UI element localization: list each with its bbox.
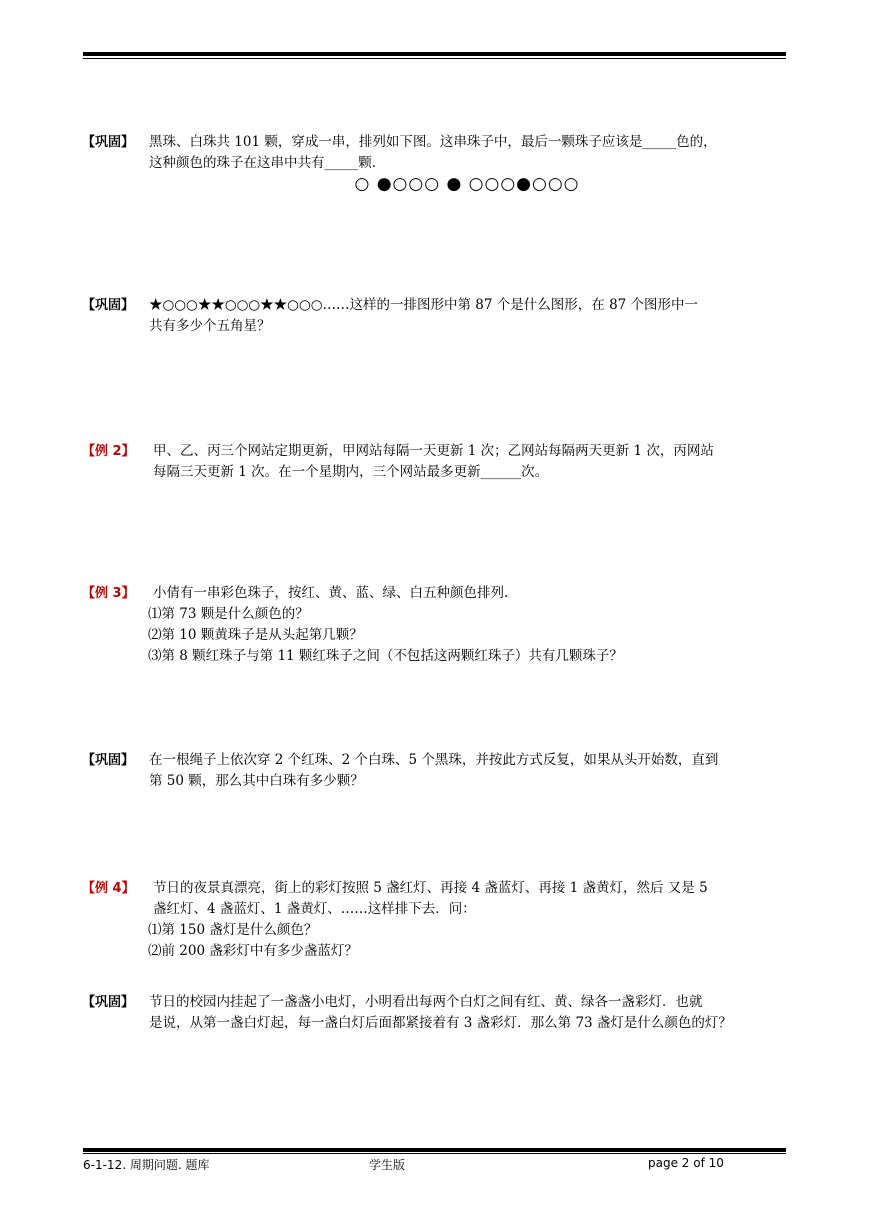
problem-text: 节日的夜景真漂亮，街上的彩灯按照 5 盏红灯、再接 4 盏蓝灯、再接 1 盏黄灯，然后 又是 5 [153, 880, 708, 896]
sub-question: ⑵第 10 颗黄珠子是从头起第几颗？ [148, 627, 363, 643]
footer-rule [83, 1148, 786, 1152]
example-tag: 【例 4】 [82, 881, 135, 896]
example-tag: 【例 2】 [82, 444, 135, 459]
problem-text: ★○○○★★○○○★★○○○……这样的一排图形中第 87 个是什么图形，在 87 个图形中一 [149, 297, 699, 313]
sub-question: ⑶第 8 颗红珠子与第 11 颗红珠子之间（不包括这两颗红珠子）共有几颗珠子？ [148, 648, 623, 664]
sub-question: ⑴第 73 颗是什么颜色的？ [148, 606, 309, 622]
problem-text: 每隔三天更新 1 次。在一个星期内，三个网站最多更新______次。 [153, 464, 549, 480]
problem-text: 在一根绳子上依次穿 2 个红珠、2 个白珠、5 个黑珠，并按此方式反复，如果从头开始数，直到 [149, 752, 719, 768]
problem-text: 这种颜色的珠子在这串中共有_____颗. [149, 155, 377, 171]
example-2 [82, 441, 792, 483]
problem-text: 黑珠、白珠共 101 颗，穿成一串，排列如下图。这串珠子中，最后一颗珠子应该是_____色的， [149, 134, 717, 150]
problem-tag: 【巩固】 [82, 298, 135, 313]
problem-2 [82, 295, 792, 337]
header-rule-thin [83, 58, 786, 59]
problem-text: 节日的校园内挂起了一盏盏小电灯，小明看出每两个白灯之间有红、黄、绿各一盏彩灯．也就 [149, 994, 703, 1010]
problem-text: 甲、乙、丙三个网站定期更新，甲网站每隔一天更新 1 次；乙网站每隔两天更新 1 次，丙网站 [153, 443, 714, 459]
bead-sequence: ○ ●○○○ ● ○○○●○○○ [354, 174, 580, 194]
problem-5 [82, 750, 792, 792]
problem-1 [82, 132, 792, 194]
example-3 [82, 583, 792, 667]
example-tag: 【例 3】 [82, 586, 135, 601]
footer-doc-id: 6-1-12. 周期问题. 题库 [83, 1158, 210, 1172]
footer-rule-thin [83, 1153, 786, 1154]
header-rule [83, 52, 786, 56]
problem-text: 小倩有一串彩色珠子，按红、黄、蓝、绿、白五种颜色排列. [153, 585, 509, 601]
example-4 [82, 878, 792, 962]
footer-edition: 学生版 [369, 1158, 406, 1172]
sub-question: ⑴第 150 盏灯是什么颜色？ [148, 922, 318, 938]
sub-question: ⑵前 200 盏彩灯中有多少盏蓝灯？ [148, 943, 358, 959]
problem-text: 盏红灯、4 盏蓝灯、1 盏黄灯、……这样排下去．问： [153, 901, 476, 917]
problem-tag: 【巩固】 [82, 135, 135, 150]
problem-tag: 【巩固】 [82, 753, 135, 768]
problem-text: 第 50 颗，那么其中白珠有多少颗？ [149, 773, 364, 789]
problem-text: 共有多少个五角星？ [149, 318, 271, 334]
problem-text: 是说，从第一盏白灯起，每一盏白灯后面都紧接着有 3 盏彩灯．那么第 73 盏灯是什么颜色的灯？ [149, 1015, 732, 1031]
problem-7 [82, 992, 792, 1034]
footer-page-number: page 2 of 10 [648, 1156, 724, 1170]
problem-tag: 【巩固】 [82, 995, 135, 1010]
